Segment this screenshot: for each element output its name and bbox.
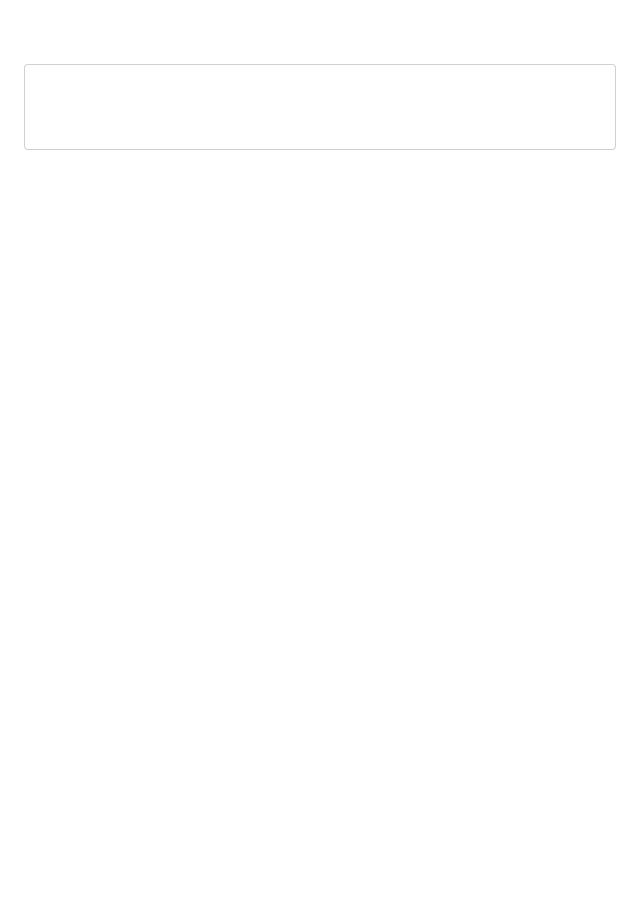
section-heading bbox=[37, 77, 603, 95]
content-section bbox=[24, 64, 616, 150]
page-title bbox=[24, 24, 616, 48]
